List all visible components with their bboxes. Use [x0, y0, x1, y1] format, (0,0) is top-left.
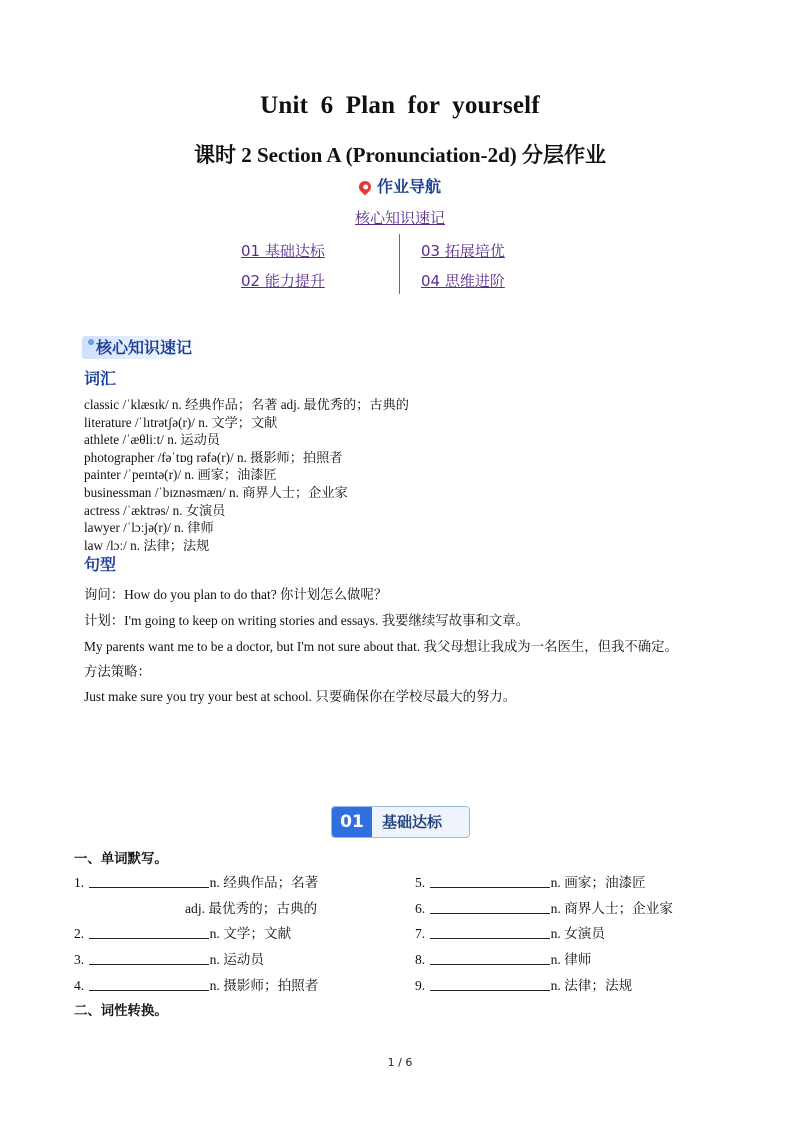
vocab-item: law /lɔː/ n. 法律；法规: [84, 537, 210, 553]
section-01-badge: [331, 806, 470, 838]
item-meaning: n. 运动员: [209, 952, 264, 967]
answer-blank[interactable]: [89, 952, 209, 965]
vocab-heading: 词汇: [84, 369, 117, 388]
item-meaning: n. 女演员: [550, 926, 605, 941]
answer-blank[interactable]: [430, 875, 550, 888]
item-number: 1.: [74, 875, 85, 890]
answer-row: [74, 948, 264, 968]
question-1-heading: 一、单词默写。: [74, 852, 168, 867]
vocab-item: athlete /ˈæθliːt/ n. 运动员: [84, 432, 220, 448]
item-meaning: n. 文学；文献: [209, 926, 292, 941]
page-title: Unit 6 Plan for yourself: [260, 92, 540, 119]
vocab-item: classic /ˈklæsɪk/ n. 经典作品；名著 adj. 最优秀的；古典的: [84, 397, 409, 412]
item-number: 5.: [415, 875, 426, 890]
sentence-item: My parents want me to be a doctor, but I'm not sure about that. 我父母想让我成为一名医生，但我不确定。: [84, 639, 678, 654]
item-meaning: n. 商界人士；企业家: [550, 901, 673, 916]
vocab-item: actress /ˈæktrəs/ n. 女演员: [84, 502, 226, 518]
answer-row: [74, 871, 318, 891]
question-2-heading: 二、词性转换。: [74, 1004, 168, 1019]
item-number: 9.: [415, 978, 426, 993]
item-number: 2.: [74, 926, 85, 941]
vocab-item: painter /ˈpeɪntə(r)/ n. 画家；油漆匠: [84, 467, 277, 483]
dot-icon: [88, 339, 94, 345]
section-label: 基础达标: [382, 813, 443, 831]
nav-link-thinking[interactable]: 04 思维进阶: [421, 272, 505, 290]
homework-nav-heading: [0, 174, 800, 197]
answer-blank[interactable]: [430, 978, 550, 991]
answer-blank[interactable]: [430, 901, 550, 914]
answer-blank[interactable]: [89, 875, 209, 888]
item-number: 7.: [415, 926, 426, 941]
answer-blank[interactable]: [430, 926, 550, 939]
page-number: 1 / 6: [387, 1056, 413, 1069]
item-meaning: adj. 最优秀的；古典的: [185, 901, 318, 916]
item-meaning: n. 摄影师；拍照者: [209, 978, 319, 993]
nav-link-extension[interactable]: 03 拓展培优: [421, 242, 505, 260]
answer-row: [415, 897, 673, 917]
nav-link-core-knowledge[interactable]: 核心知识速记: [354, 209, 445, 227]
core-knowledge-badge-label: 核心知识速记: [96, 338, 193, 357]
answer-blank[interactable]: [430, 952, 550, 965]
item-number: 4.: [74, 978, 85, 993]
vocab-item: businessman /ˈbɪznəsmæn/ n. 商界人士；企业家: [84, 484, 348, 500]
item-number: 6.: [415, 901, 426, 916]
vocab-item: lawyer /ˈlɔːjə(r)/ n. 律师: [84, 520, 214, 536]
nav-link-ability[interactable]: 02 能力提升: [241, 272, 325, 290]
sentence-item: 询问：How do you plan to do that? 你计划怎么做呢？: [84, 587, 388, 602]
answer-row: [415, 948, 591, 968]
item-number: 8.: [415, 952, 426, 967]
item-meaning: n. 法律；法规: [550, 978, 633, 993]
answer-row: [185, 897, 317, 917]
sentence-heading: 句型: [84, 555, 117, 574]
nav-core-link-wrap: [0, 207, 800, 228]
homework-nav-heading-label: 作业导航: [376, 177, 441, 196]
nav-link-basic[interactable]: 01 基础达标: [241, 242, 325, 260]
item-meaning: n. 画家；油漆匠: [550, 875, 646, 890]
sentence-item: Just make sure you try your best at school. 只要确保你在学校尽最大的努力。: [84, 689, 517, 704]
item-meaning: n. 经典作品；名著: [209, 875, 319, 890]
nav-divider: [399, 234, 400, 294]
page-subtitle: 课时 2 Section A (Pronunciation-2d) 分层作业: [193, 143, 607, 167]
item-meaning: n. 律师: [550, 952, 592, 967]
section-number: 01: [332, 807, 372, 837]
sentence-item: 计划：I'm going to keep on writing stories and essays. 我要继续写故事和文章。: [84, 613, 530, 628]
answer-blank[interactable]: [89, 978, 209, 991]
answer-row: [415, 974, 632, 994]
answer-blank[interactable]: [89, 926, 209, 939]
sentence-item: 方法策略：: [84, 664, 151, 679]
answer-row: [74, 922, 291, 942]
core-knowledge-badge: [82, 335, 200, 358]
location-pin-icon: [356, 179, 373, 196]
vocab-item: literature /ˈlɪtrətʃə(r)/ n. 文学；文献: [84, 414, 278, 430]
answer-row: [415, 922, 605, 942]
vocab-list: [84, 396, 409, 554]
item-number: 3.: [74, 952, 85, 967]
answer-row: [74, 974, 318, 994]
vocab-item: photographer /fəˈtɒɡ rəfə(r)/ n. 摄影师；拍照者: [84, 449, 343, 465]
answer-row: [415, 871, 646, 891]
